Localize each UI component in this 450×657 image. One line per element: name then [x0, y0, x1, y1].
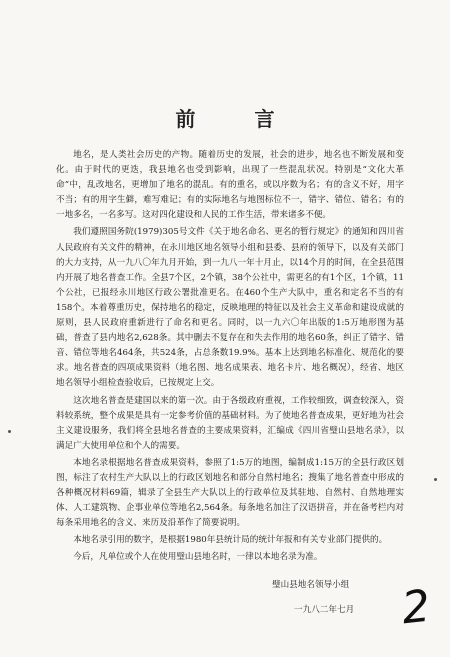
paragraph: 这次地名普查是建国以来的第一次。由于各级政府重视，工作较细致，调查较深入，资料较系统，整个成果是具有一定参考价值的基础材料。为了使地名普查成果，更好地为社会主义建设服务，我们将全县地名普查的主要成果资料，汇编成《四川省璧山县地名录》，以满足广大使用单位和个人的需要。 — [56, 395, 404, 451]
scan-speck — [434, 478, 437, 481]
handwritten-page-number: 2 — [399, 580, 433, 635]
preface-body — [56, 148, 404, 568]
paragraph: 本地名录根据地名普查成果资料，参照了1:5万的地图，编制成1:15万的全县行政区划图，标注了农村生产大队以上的行政区划地名和部分自然村地名；搜集了地名普查中形成的各种概况材料69篇，辑录了全县生产大队以上的行政单位及其驻地、自然村、自然地理实体、人工建筑物、企事业单位等地名2,564条。每条地名加注了汉语拼音，并在备考栏内对每条采用地名的含义、来历及沿革作了简要说明。 — [56, 457, 404, 529]
signature-date: 一九八二年七月 — [294, 605, 355, 615]
paragraph: 本地名录引用的数字，是根据1980年县统计局的统计年报和有关专业部门提供的。 — [73, 535, 388, 546]
paragraph: 今后，凡单位或个人在使用璧山县地名时，一律以本地名录为准。 — [73, 552, 323, 563]
paragraph: 地名，是人类社会历史的产物。随着历史的发展，社会的进步，地名也不断发展和变化。由于时代的更迭，我县地名也受到影响，出现了一些混乱状况。特别是“文化大革命”中，乱改地名，更增加了地名的混乱。有的重名，或以序数为名；有的含义不好，用字不当；有的用字生僻，难写难记；有的实际地名与地图标位不一，错字、错位、错名；有的一地多名，一名多写。这对四化建设和人民的工作生活，带来诸多不便。 — [56, 150, 404, 221]
signature-block — [272, 578, 402, 618]
scan-speck — [8, 430, 11, 433]
signature-organization: 璧山县地名领导小组 — [272, 580, 350, 590]
paragraph: 我们遵照国务院(1979)305号文件《关于地名命名、更名的暂行规定》的通知和四川省人民政府有关文件的精神，在永川地区地名领导小组和县委、县府的领导下，以及有关部门的大力支持，从一九八〇年九月开始，到一九八一年十月止，以14个月的时间，在全县范围内开展了地名普查工作。全县7个区，2个镇，38个公社中，需更名的有1个区，1个镇，11个公社，已报经永川地区行政公署批准更名。在460个生产大队中，重名和定名不当的有158个。本着尊重历史，保持地名的稳定，反映地理的特征以及社会主义革命和建设成就的原则，县人民政府重新进行了命名和更名。同时，以一九六〇年出版的1:5万地形图为基础，普查了县内地名2,628条。其中删去不复存在和失去作用的地名60条，纠正了错字、错音、错位等地名464条，共524条，占总条数19.9%。基本上达到地名标准化、规范化的要求。地名普查的四项成果资料（地名图、地名成果表、地名卡片、地名概况），经省、地区地名领导小组检查验收后，已按规定上交。 — [56, 227, 404, 389]
page-title: 前 言 — [175, 107, 301, 131]
